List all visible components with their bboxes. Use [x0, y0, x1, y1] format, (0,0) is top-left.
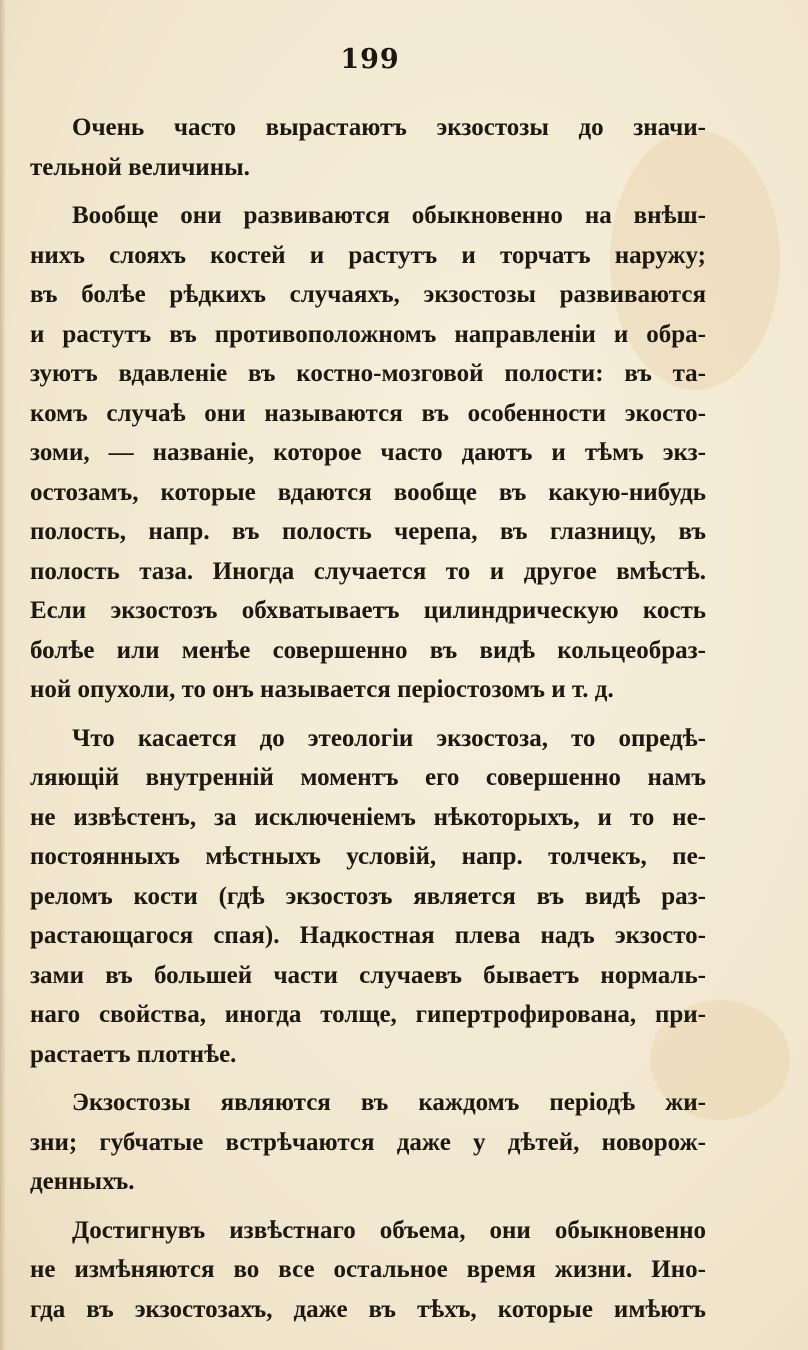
text-line: Очень часто вырастаютъ экзостозы до значи-: [72, 114, 706, 141]
text-line: зуютъ вдавленіе въ костно-мозговой полости: въ та-: [30, 360, 706, 387]
text-line: Если экзостозъ обхватываетъ цилиндрическую кость: [30, 597, 706, 624]
text-line: Что касается до этеологіи экзостоза, то опредѣ-: [72, 724, 706, 752]
page-number: 199: [340, 44, 400, 75]
text-line: растающагося спая). Надкостная плева надъ экзосто-: [30, 922, 706, 949]
paragraph: [30, 108, 706, 187]
page-edge-shadow: [0, 0, 6, 1350]
text-line: зни; губчатые встрѣчаются даже у дѣтей, новорож-: [30, 1128, 706, 1156]
text-line: зоми, — названіе, которое часто даютъ и тѣмъ экз-: [30, 439, 706, 466]
text-line: наго свойства, иногда толще, гипертрофирована, при-: [30, 1001, 706, 1028]
text-line: растаетъ плотнѣе.: [30, 1040, 237, 1068]
paragraph: [30, 1211, 706, 1330]
text-line: зами въ большей части случаевъ бываетъ нормаль-: [30, 961, 706, 989]
paragraph: [30, 196, 706, 710]
body-text: [30, 108, 706, 1338]
text-line: не измѣняются во все остальное время жизни. Ино-: [30, 1256, 706, 1283]
text-line: ляющій внутренній моментъ его совершенно намъ: [30, 764, 706, 791]
paragraph: [30, 719, 706, 1075]
text-line: полость, напр. въ полость черепа, въ глазницу, въ: [30, 518, 706, 545]
text-line: и растутъ въ противоположномъ направленіи и обра-: [30, 320, 706, 348]
text-line: полость таза. Иногда случается то и другое вмѣстѣ.: [30, 557, 706, 585]
text-line: реломъ кости (гдѣ экзостозъ является въ видѣ раз-: [30, 882, 706, 910]
text-line: денныхъ.: [30, 1168, 135, 1195]
text-line: гда въ экзостозахъ, даже въ тѣхъ, которые имѣютъ: [30, 1295, 706, 1323]
text-line: въ болѣе рѣдкихъ случаяхъ, экзостозы развиваются: [30, 281, 706, 308]
text-line: нихъ слояхъ костей и растутъ и торчатъ наружу;: [30, 241, 706, 269]
text-line: постоянныхъ мѣстныхъ условій, напр. толчекъ, пе-: [30, 843, 706, 870]
text-line: болѣе или менѣе совершенно въ видѣ кольцеобраз-: [30, 636, 706, 664]
text-line: ной опухоли, то онъ называется періостозомъ и т. д.: [30, 676, 614, 703]
text-line: комъ случаѣ они называются въ особенности экосто-: [30, 399, 706, 427]
text-line: Достигнувъ извѣстнаго объема, они обыкновенно: [72, 1216, 706, 1244]
paragraph: [30, 1083, 706, 1202]
text-line: не извѣстенъ, за исключеніемъ нѣкоторыхъ, и то не-: [30, 803, 706, 831]
text-line: остозамъ, которые вдаются вообще въ какую-нибудь: [30, 478, 706, 506]
text-line: Экзостозы являются въ каждомъ періодѣ жи-: [72, 1089, 706, 1116]
text-line: Вообще они развиваются обыкновенно на внѣш-: [72, 202, 706, 229]
text-line: тельной величины.: [30, 153, 250, 181]
